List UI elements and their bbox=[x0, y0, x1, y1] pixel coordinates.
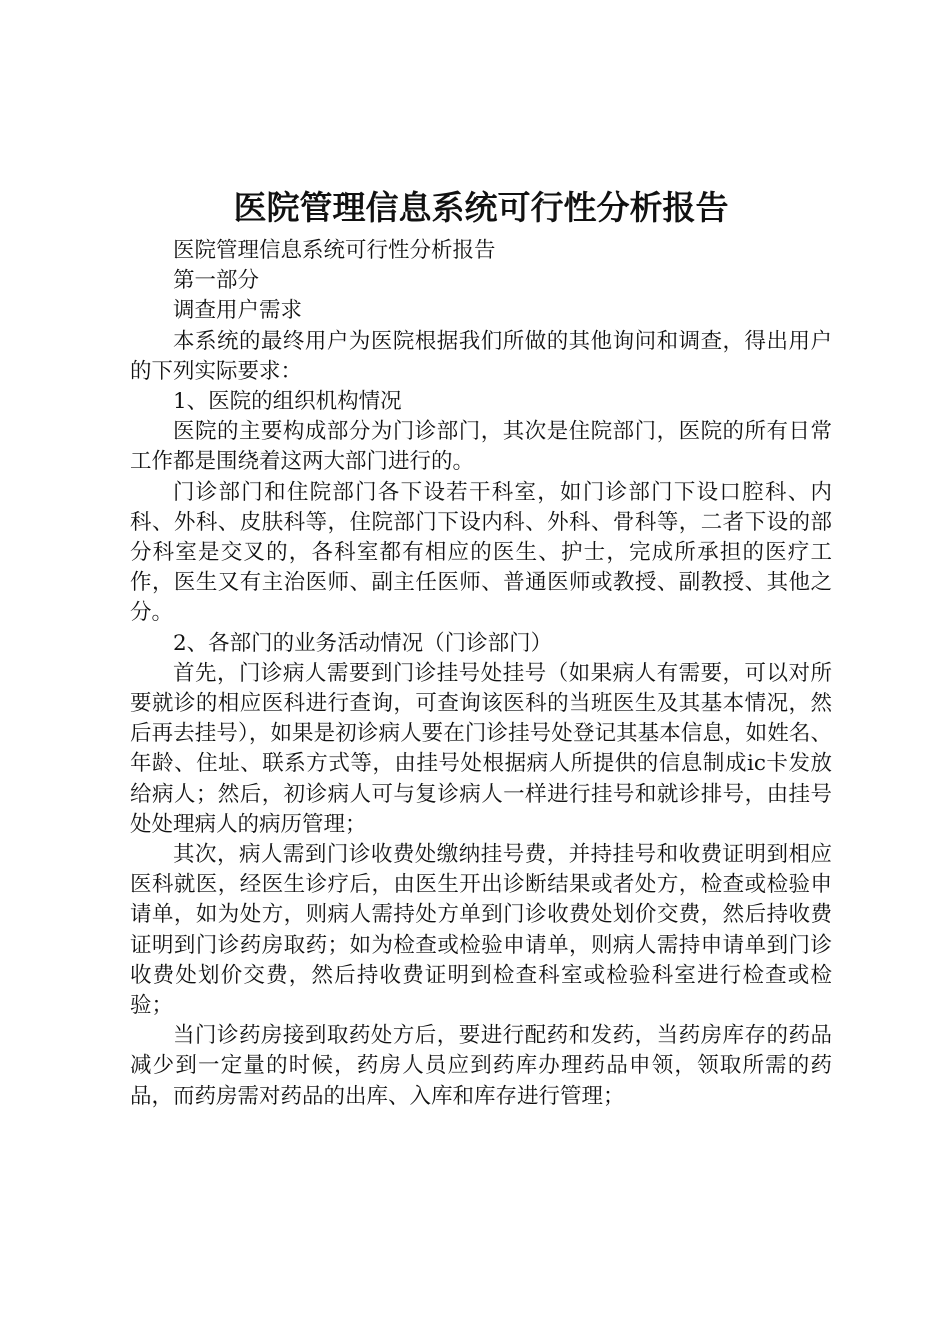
paragraph-part-heading: 第一部分 bbox=[173, 268, 260, 294]
paragraph-pharmacy: 当门诊药房接到取药处方后，要进行配药和发药，当药房库存的药品减少到一定量的时候，药房人员应到药库办理药品申领，领取所需的药品，而药房需对药品的出库、入库和库存进行管理； bbox=[130, 1023, 832, 1109]
paragraph-subtitle: 医院管理信息系统可行性分析报告 bbox=[173, 238, 496, 263]
document-page bbox=[130, 180, 832, 1112]
paragraph-organization: 医院的主要构成部分为门诊部门，其次是住院部门，医院的所有日常工作都是围绕着这两大部门进行的。 bbox=[130, 419, 832, 475]
paragraph-section-heading: 调查用户需求 bbox=[173, 298, 303, 324]
paragraph-item-1-heading: 1、医院的组织机构情况 bbox=[173, 389, 402, 415]
document-title: 医院管理信息系统可行性分析报告 bbox=[233, 188, 729, 227]
paragraph-departments: 门诊部门和住院部门各下设若干科室，如门诊部门下设口腔科、内科、外科、皮肤科等，住院部门下设内科、外科、骨科等，二者下设的部分科室是交叉的，各科室都有相应的医生、护士，完成所承担的医疗工作，医生又有主治医师、副主任医师、普通医师或教授、副教授、其他之分。 bbox=[130, 479, 832, 626]
paragraph-item-2-heading: 2、各部门的业务活动情况（门诊部门） bbox=[173, 630, 553, 656]
paragraph-registration: 首先，门诊病人需要到门诊挂号处挂号（如果病人有需要，可以对所要就诊的相应医科进行查询，可查询该医科的当班医生及其基本情况，然后再去挂号），如果是初诊病人要在门诊挂号处登记其基本信息，如姓名、年龄、住址、联系方式等，由挂号处根据病人所提供的信息制成ic卡发放给病人；然后，初诊病人可与复诊病人一样进行挂号和就诊排号，由挂号处处理病人的病历管理； bbox=[130, 660, 832, 837]
paragraph-intro: 本系统的最终用户为医院根据我们所做的其他询问和调查，得出用户的下列实际要求： bbox=[130, 328, 832, 384]
paragraph-payment: 其次，病人需到门诊收费处缴纳挂号费，并持挂号和收费证明到相应医科就医，经医生诊疗后，由医生开出诊断结果或者处方，检查或检验申请单，如为处方，则病人需持处方单到门诊收费处划价交费，然后持收费证明到门诊药房取药；如为检查或检验申请单，则病人需持申请单到门诊收费处划价交费，然后持收费证明到检查科室或检验科室进行检查或检验； bbox=[130, 842, 832, 1019]
